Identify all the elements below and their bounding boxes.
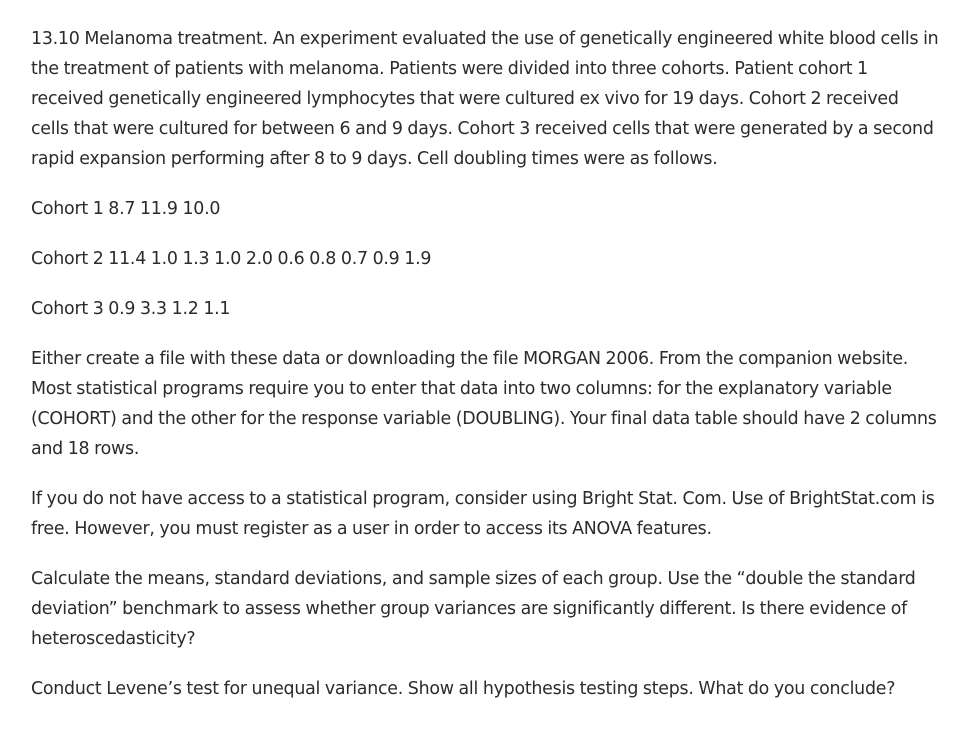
question-means-sd: Calculate the means, standard deviations, and sample sizes of each group. Use the “double the standard deviation” benchmark to assess whether group variances are significantly different. Is there evidence of heteroscedasticity? bbox=[31, 569, 916, 649]
software-note: If you do not have access to a statistical program, consider using Bright Stat. Com. Use of BrightStat.com is free. However, you must register as a user in order to access its ANOVA features. bbox=[31, 489, 935, 539]
cohort-2-data: Cohort 2 11.4 1.0 1.3 1.0 2.0 0.6 0.8 0.7 0.9 1.9 bbox=[31, 249, 432, 269]
cohort-3-data: Cohort 3 0.9 3.3 1.2 1.1 bbox=[31, 299, 231, 319]
problem-intro: 13.10 Melanoma treatment. An experiment evaluated the use of genetically engineered white blood cells in the treatment of patients with melanoma. Patients were divided into three cohorts. Patient cohort 1 received genetically engineered lymphocytes that were cultured ex vivo for 19 days. Cohort 2 received cells that were cultured for between 6 and 9 days. Cohort 3 received cells that were generated by a second rapid expansion performing after 8 to 9 days. Cell doubling times were as follows. bbox=[31, 29, 939, 169]
cohort-1-data: Cohort 1 8.7 11.9 10.0 bbox=[31, 199, 221, 219]
data-instructions: Either create a file with these data or downloading the file MORGAN 2006. From the companion website. Most statistical programs require you to enter that data into two columns: for the explanatory variable (COHORT) and the other for the response variable (DOUBLING). Your final data table should have 2 columns and 18 rows. bbox=[31, 349, 937, 459]
question-levene: Conduct Levene’s test for unequal variance. Show all hypothesis testing steps. What do you conclude? bbox=[31, 679, 896, 699]
